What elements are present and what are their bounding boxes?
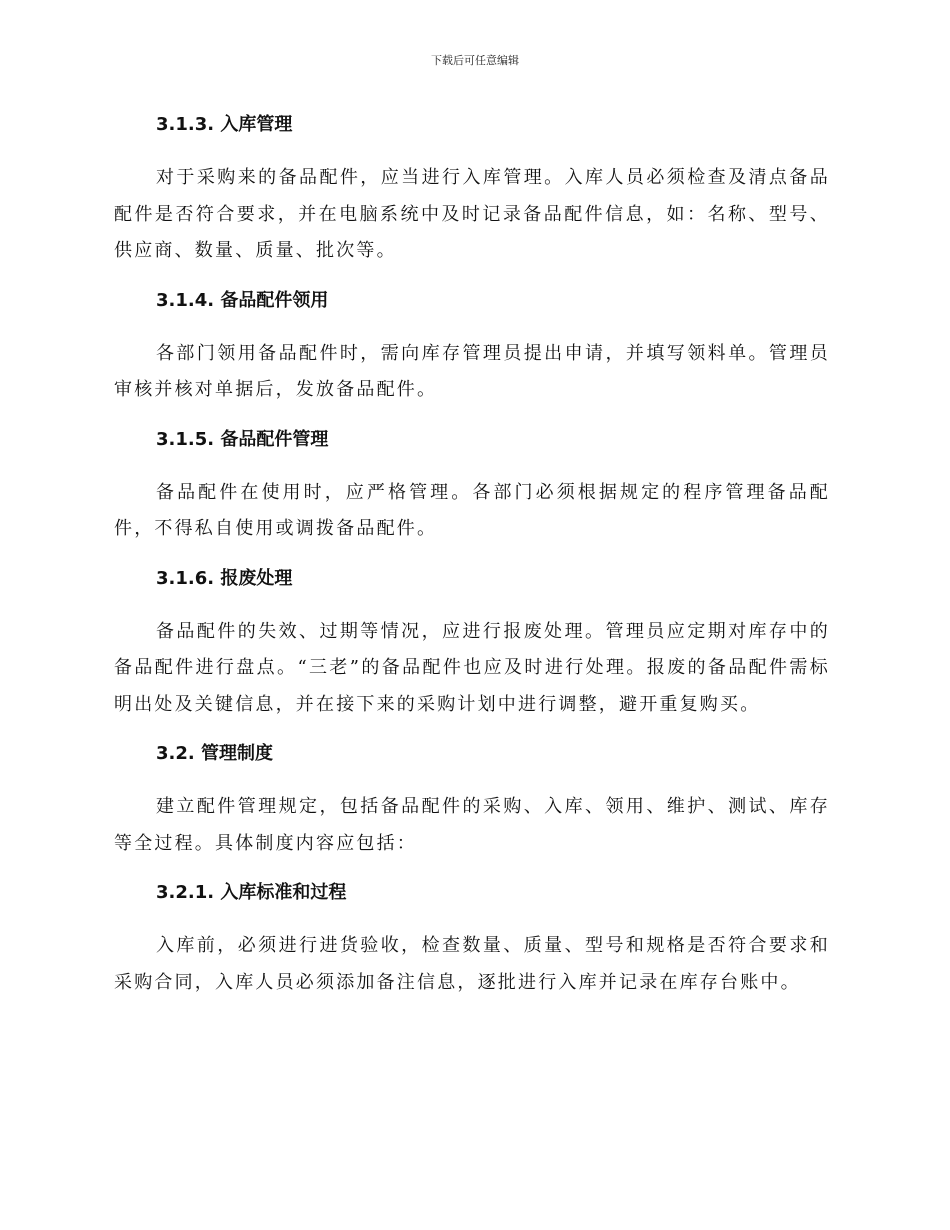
section-heading: 3.1.6. 报废处理	[156, 567, 293, 589]
section-paragraph: 对于采购来的备品配件，应当进行入库管理。入库人员必须检查及清点备品配件是否符合要求，并在电脑系统中及时记录备品配件信息，如：名称、型号、供应商、数量、质量、批次等。	[114, 167, 830, 261]
section-heading: 3.1.4. 备品配件领用	[156, 289, 329, 311]
section-heading: 3.2.1. 入库标准和过程	[156, 882, 347, 903]
document-body	[114, 110, 830, 1017]
section-paragraph: 备品配件的失效、过期等情况，应进行报废处理。管理员应定期对库存中的备品配件进行盘点。“三老”的备品配件也应及时进行处理。报废的备品配件需标明出处及关键信息，并在接下来的采购计划中进行调整，避开重复购买。	[114, 620, 830, 715]
section-heading: 3.1.3. 入库管理	[156, 114, 293, 135]
page-header: 下载后可任意编辑	[431, 54, 519, 67]
section-paragraph: 各部门领用备品配件时，需向库存管理员提出申请，并填写领料单。管理员审核并核对单据后，发放备品配件。	[114, 342, 830, 400]
section-heading: 3.2. 管理制度	[156, 743, 273, 764]
section-paragraph: 建立配件管理规定，包括备品配件的采购、入库、领用、维护、测试、库存等全过程。具体制度内容应包括：	[114, 796, 830, 854]
section-heading: 3.1.5. 备品配件管理	[156, 428, 329, 450]
section-paragraph: 入库前，必须进行进货验收，检查数量、质量、型号和规格是否符合要求和采购合同，入库人员必须添加备注信息，逐批进行入库并记录在库存台账中。	[114, 935, 830, 993]
section-paragraph: 备品配件在使用时，应严格管理。各部门必须根据规定的程序管理备品配件，不得私自使用或调拨备品配件。	[114, 481, 830, 539]
